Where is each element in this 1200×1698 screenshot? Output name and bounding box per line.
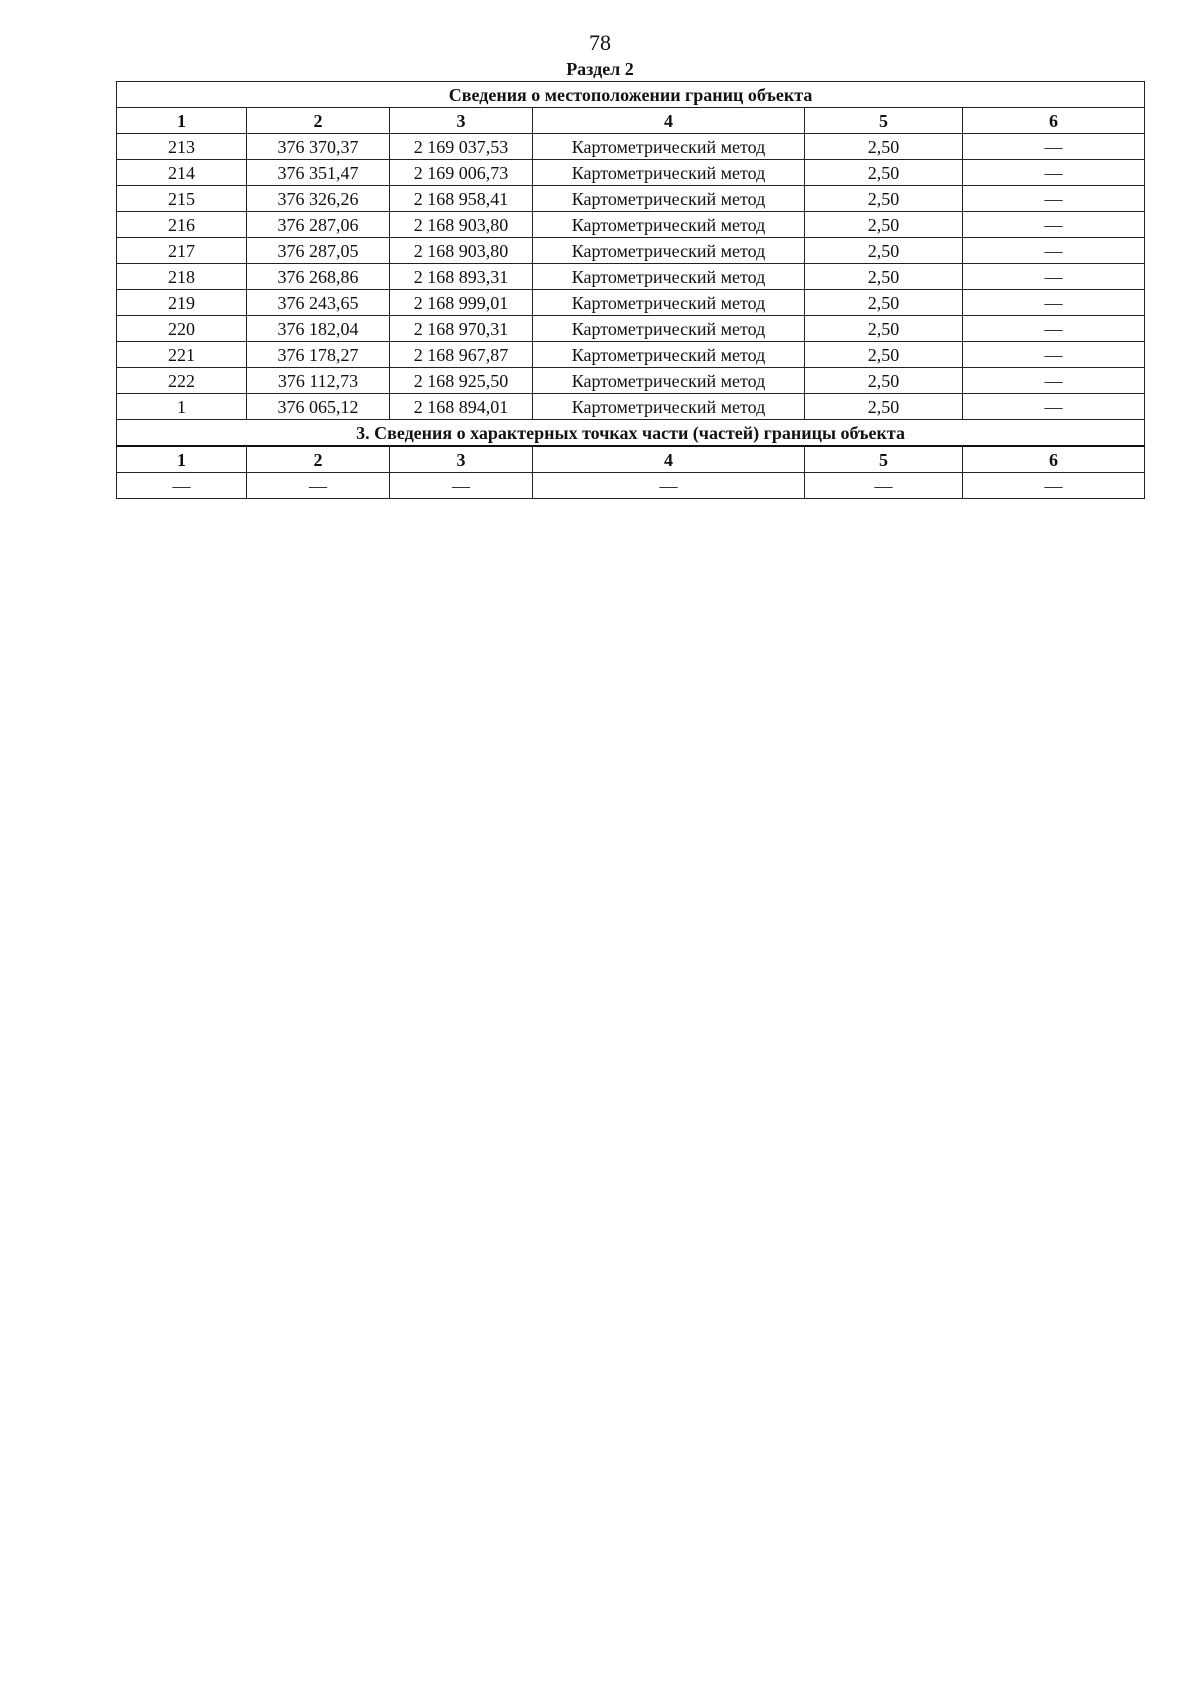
table-cell: Картометрический метод xyxy=(533,342,805,368)
table-cell: Картометрический метод xyxy=(533,212,805,238)
table-cell: Картометрический метод xyxy=(533,290,805,316)
table-caption: 3. Сведения о характерных точках части (частей) границы объекта xyxy=(117,420,1145,447)
table-cell: 2,50 xyxy=(805,238,963,264)
column-number-cell: 1 xyxy=(117,108,247,134)
table-cell: 2 168 893,31 xyxy=(390,264,533,290)
table-cell: 2 168 925,50 xyxy=(390,368,533,394)
table-cell: — xyxy=(390,473,533,499)
table-cell: 376 112,73 xyxy=(247,368,390,394)
table-cell: 376 182,04 xyxy=(247,316,390,342)
section-title: Раздел 2 xyxy=(566,59,634,79)
table-row xyxy=(117,290,1145,316)
table-cell: — xyxy=(533,473,805,499)
column-number-cell: 5 xyxy=(805,108,963,134)
column-number-row xyxy=(117,446,1145,473)
column-number-cell: 2 xyxy=(247,108,390,134)
table-caption: Сведения о местоположении границ объекта xyxy=(117,82,1145,108)
table-cell: 2 169 037,53 xyxy=(390,134,533,160)
table-cell: 2 168 894,01 xyxy=(390,394,533,420)
table-cell: 217 xyxy=(117,238,247,264)
table-cell: 2 168 958,41 xyxy=(390,186,533,212)
boundary-coordinates-table xyxy=(116,81,1145,499)
table-cell: 376 351,47 xyxy=(247,160,390,186)
table-cell: 214 xyxy=(117,160,247,186)
table-cell: 2 168 967,87 xyxy=(390,342,533,368)
table-cell: — xyxy=(963,264,1145,290)
table-cell: 2 168 999,01 xyxy=(390,290,533,316)
table-cell: 2 168 903,80 xyxy=(390,212,533,238)
table-cell: 376 287,05 xyxy=(247,238,390,264)
table-cell: — xyxy=(963,160,1145,186)
table-cell: 376 326,26 xyxy=(247,186,390,212)
table-row xyxy=(117,394,1145,420)
table-cell: Картометрический метод xyxy=(533,394,805,420)
table-cell: — xyxy=(963,368,1145,394)
table-cell: 215 xyxy=(117,186,247,212)
table-cell: 2,50 xyxy=(805,186,963,212)
table-cell: 2,50 xyxy=(805,290,963,316)
table-row xyxy=(117,186,1145,212)
table-cell: 376 178,27 xyxy=(247,342,390,368)
column-number-cell: 4 xyxy=(533,446,805,473)
table-row xyxy=(117,342,1145,368)
table-cell: 2,50 xyxy=(805,316,963,342)
column-number-cell: 6 xyxy=(963,108,1145,134)
table-cell: 2,50 xyxy=(805,134,963,160)
column-number-row xyxy=(117,108,1145,134)
table-cell: — xyxy=(963,186,1145,212)
table-cell: 2,50 xyxy=(805,212,963,238)
table-cell: — xyxy=(963,473,1145,499)
table-cell: 376 243,65 xyxy=(247,290,390,316)
table-cell: — xyxy=(963,238,1145,264)
table-cell: — xyxy=(963,342,1145,368)
table-cell: Картометрический метод xyxy=(533,368,805,394)
page-number: 78 xyxy=(589,30,611,55)
table-row xyxy=(117,264,1145,290)
table-row xyxy=(117,212,1145,238)
table-cell: 376 268,86 xyxy=(247,264,390,290)
table-cell: 219 xyxy=(117,290,247,316)
table-cell: 213 xyxy=(117,134,247,160)
table-cell: Картометрический метод xyxy=(533,186,805,212)
table-cell: — xyxy=(805,473,963,499)
table-row xyxy=(117,160,1145,186)
table-cell: Картометрический метод xyxy=(533,238,805,264)
table-cell: — xyxy=(963,212,1145,238)
table-cell: 220 xyxy=(117,316,247,342)
table-cell: 222 xyxy=(117,368,247,394)
table-cell: Картометрический метод xyxy=(533,160,805,186)
table-cell: — xyxy=(963,290,1145,316)
table-row xyxy=(117,316,1145,342)
table-cell: 2,50 xyxy=(805,160,963,186)
table-cell: Картометрический метод xyxy=(533,134,805,160)
table-cell: 376 287,06 xyxy=(247,212,390,238)
table-caption-row xyxy=(117,82,1145,108)
table-cell: 2,50 xyxy=(805,368,963,394)
column-number-cell: 6 xyxy=(963,446,1145,473)
table-cell: — xyxy=(963,394,1145,420)
table-row xyxy=(117,368,1145,394)
column-number-cell: 2 xyxy=(247,446,390,473)
table-cell: Картометрический метод xyxy=(533,264,805,290)
table-cell: — xyxy=(247,473,390,499)
column-number-cell: 4 xyxy=(533,108,805,134)
table-row xyxy=(117,134,1145,160)
table-row xyxy=(117,473,1145,499)
column-number-cell: 5 xyxy=(805,446,963,473)
table-cell: 376 370,37 xyxy=(247,134,390,160)
table-cell: — xyxy=(963,316,1145,342)
table-cell: 2,50 xyxy=(805,264,963,290)
table-cell: 1 xyxy=(117,394,247,420)
table-cell: — xyxy=(117,473,247,499)
table-cell: 2 168 903,80 xyxy=(390,238,533,264)
table-row xyxy=(117,238,1145,264)
table-cell: Картометрический метод xyxy=(533,316,805,342)
table-cell: 221 xyxy=(117,342,247,368)
table-cell: 216 xyxy=(117,212,247,238)
table-cell: 2 168 970,31 xyxy=(390,316,533,342)
column-number-cell: 3 xyxy=(390,108,533,134)
table-caption-row xyxy=(117,420,1145,447)
table-cell: 218 xyxy=(117,264,247,290)
table-cell: 2 169 006,73 xyxy=(390,160,533,186)
table-cell: 2,50 xyxy=(805,342,963,368)
table-cell: 376 065,12 xyxy=(247,394,390,420)
column-number-cell: 1 xyxy=(117,446,247,473)
table-cell: — xyxy=(963,134,1145,160)
table-cell: 2,50 xyxy=(805,394,963,420)
column-number-cell: 3 xyxy=(390,446,533,473)
